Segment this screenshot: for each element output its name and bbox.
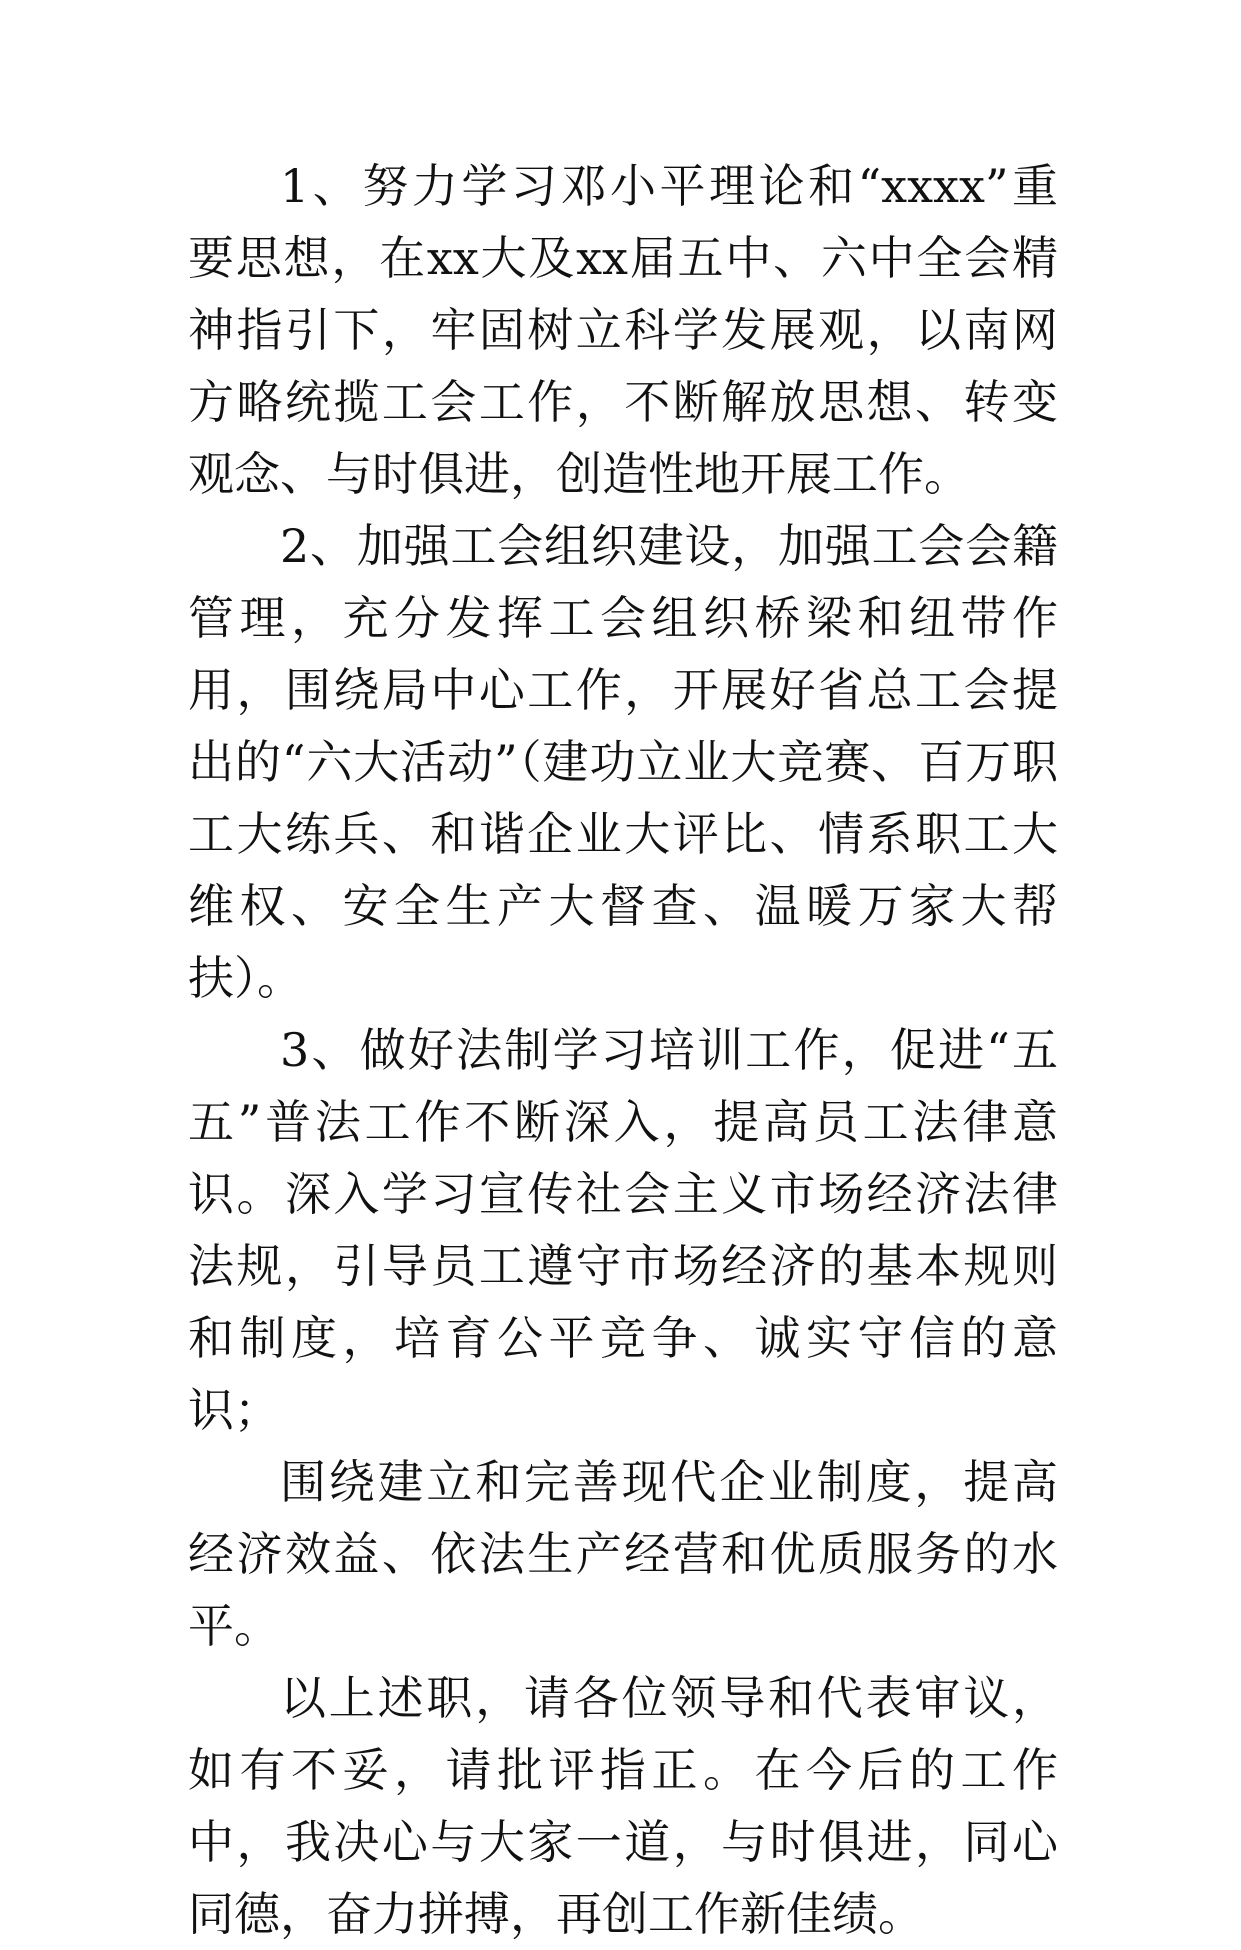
document-body	[188, 150, 1058, 1950]
paragraph-item-3: 3、做好法制学习培训工作，促进“五五”普法工作不断深入，提高员工法律意识。深入学习宣传社会主义市场经济法律法规，引导员工遵守市场经济的基本规则和制度，培育公平竞争、诚实守信的意识；	[188, 1023, 1058, 1437]
paragraph-closing: 以上述职，请各位领导和代表审议，如有不妥，请批评指正。在今后的工作中，我决心与大家一道，与时俱进，同心同德，奋力拼搏，再创工作新佳绩。	[188, 1671, 1058, 1941]
paragraph-item-2: 2、加强工会组织建设，加强工会会籍管理，充分发挥工会组织桥梁和纽带作用，围绕局中心工作，开展好省总工会提出的“六大活动”（建功立业大竞赛、百万职工大练兵、和谐企业大评比、情系职工大维权、安全生产大督查、温暖万家大帮扶）。	[188, 519, 1058, 1005]
paragraph-item-1: 1、努力学习邓小平理论和“xxxx”重要思想，在xx大及xx届五中、六中全会精神指引下，牢固树立科学发展观，以南网方略统揽工会工作，不断解放思想、转变观念、与时俱进，创造性地开展工作。	[188, 159, 1058, 501]
paragraph-economic-efficiency: 围绕建立和完善现代企业制度，提高经济效益、依法生产经营和优质服务的水平。	[188, 1455, 1058, 1653]
